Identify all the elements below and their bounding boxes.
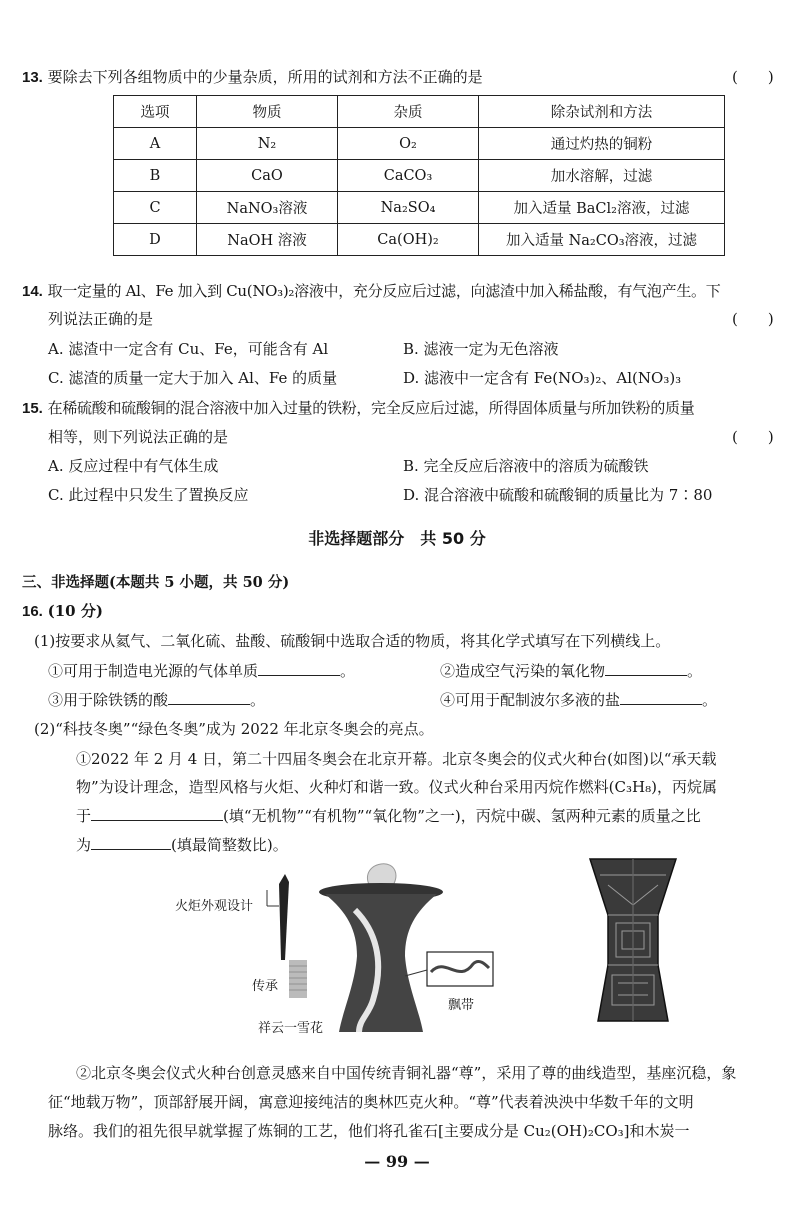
q16-score: (10 分) (47, 602, 103, 620)
q15-number: 15. (22, 400, 43, 417)
q16-part1-prompt: (1)按要求从氦气、二氧化硫、盐酸、硫酸铜中选取合适的物质，将其化学式填写在下列横线上。 (34, 632, 671, 650)
page-number: — 99 — (364, 1152, 430, 1171)
q14-option-a: A. 滤渣中一定含有 Cu、Fe，可能含有 Al (48, 340, 329, 358)
q16-para1-line3 (76, 805, 701, 826)
q16-item2-text: ②造成空气污染的氧化物 (440, 662, 606, 680)
q16-item3 (48, 689, 265, 710)
table-row (114, 160, 725, 192)
q13-number: 13. (22, 69, 43, 86)
q14-stem2: 列说法正确的是 (48, 310, 154, 328)
q15-option-c: C. 此过程中只发生了置换反应 (48, 486, 249, 504)
table-cell: D (114, 224, 197, 256)
q16-item4-text: ④可用于配制波尔多液的盐 (440, 691, 621, 709)
table-cell: Ca(OH)₂ (338, 224, 479, 256)
q16-part2-prompt: (2)“科技冬奥”“绿色冬奥”成为 2022 年北京冬奥会的亮点。 (34, 720, 434, 738)
period: 。 (340, 662, 356, 680)
table-cell: C (114, 192, 197, 224)
torch-design-label: 火炬外观设计 (175, 899, 254, 914)
header-option: 选项 (114, 96, 197, 128)
q13-table (113, 95, 725, 256)
table-row (114, 224, 725, 256)
q13-stem: 要除去下列各组物质中的少量杂质，所用的试剂和方法不正确的是 (47, 68, 483, 86)
q16-header (22, 600, 103, 621)
q15-answer-paren: ( ) (732, 428, 774, 446)
table-cell: 加入适量 Na₂CO₃溶液，过滤 (479, 224, 725, 256)
table-cell: O₂ (338, 128, 479, 160)
answer-blank-3[interactable] (168, 690, 250, 705)
bronze-zun-figure (588, 855, 678, 1025)
q16-item1-text: ①可用于制造电光源的气体单质 (48, 662, 259, 680)
answer-blank-5[interactable] (91, 806, 223, 821)
period: 。 (250, 691, 266, 709)
table-cell: NaNO₃溶液 (197, 192, 338, 224)
table-cell: A (114, 128, 197, 160)
answer-blank-2[interactable] (605, 661, 687, 676)
q13-stem-line (22, 66, 483, 87)
table-cell: B (114, 160, 197, 192)
table-cell: 加入适量 BaCl₂溶液，过滤 (479, 192, 725, 224)
text: 于 (76, 807, 92, 825)
table-cell: Na₂SO₄ (338, 192, 479, 224)
q14-option-c: C. 滤渣的质量一定大于加入 Al、Fe 的质量 (48, 369, 338, 387)
header-method: 除杂试剂和方法 (479, 96, 725, 128)
section-title: 非选择题部分 共 50 分 (308, 529, 486, 548)
q14-number: 14. (22, 283, 43, 300)
table-cell: 加水溶解，过滤 (479, 160, 725, 192)
q16-para2-line1: ②北京冬奥会仪式火种台创意灵感来自中国传统青铜礼器“尊”，采用了尊的曲线造型，基座沉稳，象 (76, 1064, 737, 1082)
answer-blank-4[interactable] (620, 690, 702, 705)
q14-option-b: B. 滤液一定为无色溶液 (403, 340, 559, 358)
q16-item1 (48, 660, 355, 681)
q14-option-d: D. 滤液中一定含有 Fe(NO₃)₂、Al(NO₃)₃ (403, 369, 682, 387)
q13-answer-paren: ( ) (732, 68, 774, 86)
period: 。 (702, 691, 718, 709)
q15-option-b: B. 完全反应后溶液中的溶质为硫酸铁 (403, 457, 649, 475)
answer-blank-6[interactable] (91, 835, 171, 850)
table-cell: NaOH 溶液 (197, 224, 338, 256)
q16-number: 16. (22, 603, 43, 620)
text: (填最简整数比)。 (171, 836, 288, 854)
q16-item3-text: ③用于除铁锈的酸 (48, 691, 169, 709)
table-cell: 通过灼热的铜粉 (479, 128, 725, 160)
q14-stem-line1 (22, 280, 720, 301)
q15-stem1: 在稀硫酸和硫酸铜的混合溶液中加入过量的铁粉，完全反应后过滤，所得固体质量与所加铁粉的质量 (47, 399, 695, 417)
q16-item2 (440, 660, 702, 681)
cloud-snow-label: 祥云一雪花 (258, 1021, 324, 1036)
table-header-row (114, 96, 725, 128)
header-impurity: 杂质 (338, 96, 479, 128)
torch-icon (279, 874, 289, 960)
q15-option-a: A. 反应过程中有气体生成 (48, 457, 219, 475)
ribbon-label: 飘带 (448, 998, 475, 1013)
q14-answer-paren: ( ) (732, 310, 774, 328)
table-row (114, 128, 725, 160)
q15-stem-line1 (22, 397, 694, 418)
text: 为 (76, 836, 92, 854)
torch-stand-figure (255, 860, 515, 1040)
part3-heading: 三、非选择题(本题共 5 小题，共 50 分) (22, 574, 290, 591)
table-cell: CaCO₃ (338, 160, 479, 192)
inherit-label: 传承 (252, 979, 279, 994)
q16-para2-line3: 脉络。我们的祖先很早就掌握了炼铜的工艺，他们将孔雀石[主要成分是 Cu₂(OH)₂CO₃]和木炭一 (48, 1122, 690, 1140)
q16-para1-line4 (76, 834, 288, 855)
q15-option-d: D. 混合溶液中硫酸和硫酸铜的质量比为 7∶80 (403, 486, 713, 504)
q15-stem2: 相等，则下列说法正确的是 (48, 428, 229, 446)
table-cell: CaO (197, 160, 338, 192)
header-substance: 物质 (197, 96, 338, 128)
q16-para2-line2: 征“地载万物”，顶部舒展开阔，寓意迎接纯洁的奥林匹克火种。“尊”代表着泱泱中华数千年的文明 (48, 1093, 694, 1111)
q16-item4 (440, 689, 717, 710)
q14-stem1: 取一定量的 Al、Fe 加入到 Cu(NO₃)₂溶液中，充分反应后过滤，向滤渣中加入稀盐酸，有气泡产生。下 (47, 282, 721, 300)
table-cell: N₂ (197, 128, 338, 160)
q16-para1-line2: 物”为设计理念，造型风格与火炬、火种灯和谐一致。仪式火种台采用丙烷作燃料(C₃H₈)，丙烷属 (76, 778, 717, 796)
q16-para1-line1: ①2022 年 2 月 4 日，第二十四届冬奥会在北京开幕。北京冬奥会的仪式火种台(如图)以“承天载 (76, 750, 717, 768)
text: (填“无机物”“有机物”“氧化物”之一)，丙烷中碳、氢两种元素的质量之比 (223, 807, 701, 825)
period: 。 (687, 662, 703, 680)
table-row (114, 192, 725, 224)
answer-blank-1[interactable] (258, 661, 340, 676)
